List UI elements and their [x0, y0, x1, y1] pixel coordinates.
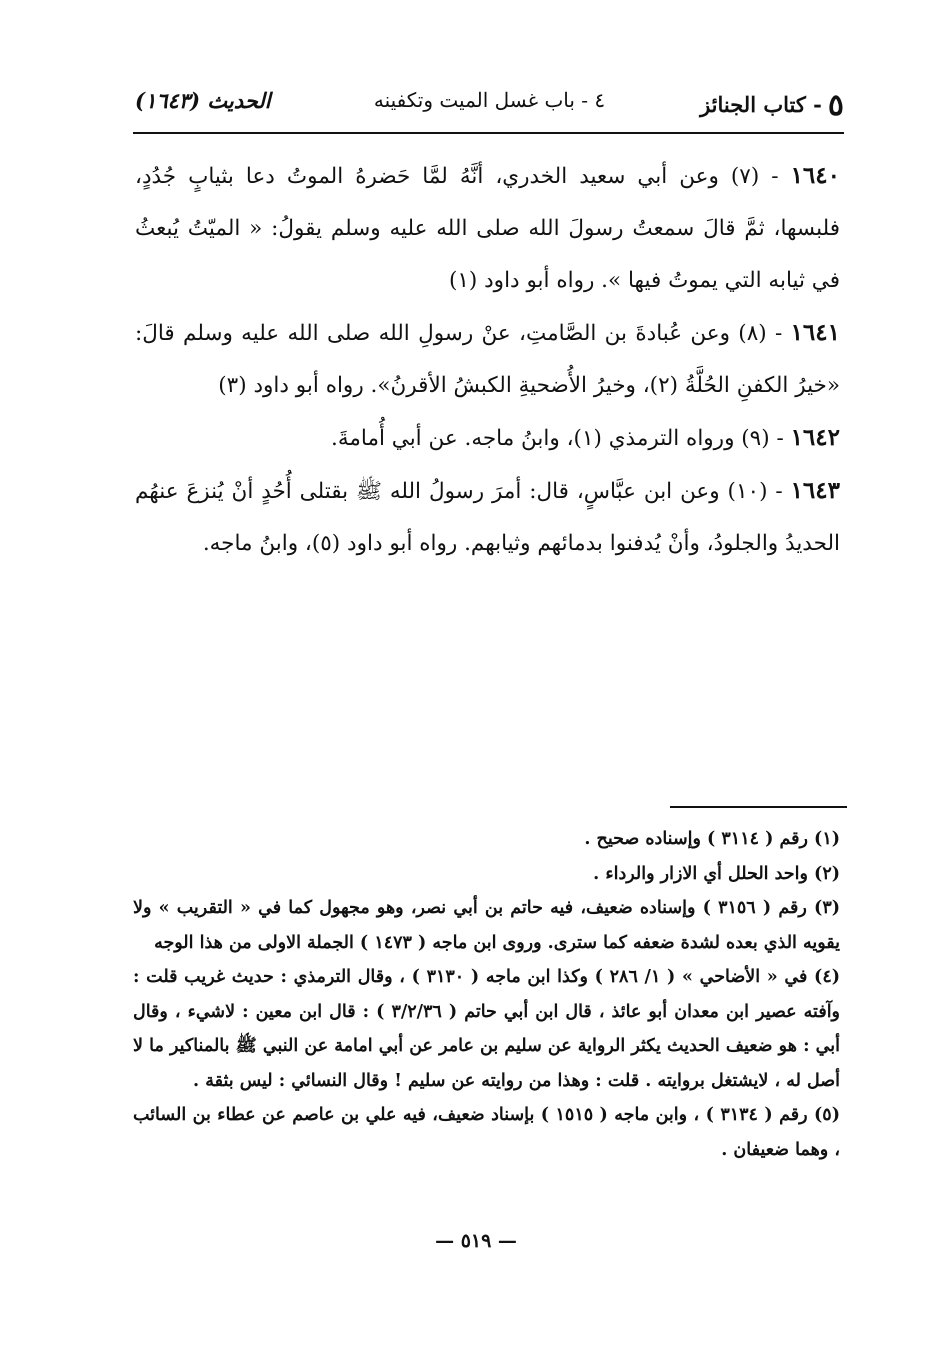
hadith-number: ١٦٤١ [790, 319, 840, 346]
page-number: — ٥١٩ — [435, 1230, 517, 1252]
running-header [135, 88, 844, 128]
footnote-1: (١) رقم ( ٣١١٤ ) وإسناده صحيح . [584, 829, 840, 849]
footnote-3: (٣) رقم ( ٣١٥٦ ) وإسناده ضعيف، فيه حاتم بن أبي نصر، وهو مجهول كما في « التقريب » ولا يقويه الذي بعده لشدة ضعفه كما سترى. وروى ابن ماجه ( ١٤٧٣ ) الجملة الاولى من هذا الوجه [133, 898, 840, 953]
hadith-text: - (٨) وعن عُبادةَ بن الصَّامتِ، عنْ رسولِ الله صلى الله عليه وسلم قالَ: «خيرُ الكفنِ الحُلَّةُ (٢)، وخيرُ الأُضحيةِ الكبشُ الأقرنُ». رواه أبو داود (٣) [135, 321, 840, 398]
hadith-1643 [135, 465, 840, 570]
book-title-text: - كتاب الجنائز [700, 92, 822, 117]
hadith-number: ١٦٤٣ [790, 477, 840, 504]
book-title [700, 88, 844, 123]
book-number: ٥ [827, 88, 844, 123]
header-rule [133, 132, 844, 134]
chapter-title: ٤ - باب غسل الميت وتكفينه [373, 88, 606, 112]
footnote-5: (٥) رقم ( ٣١٣٤ ) ، وابن ماجه ( ١٥١٥ ) بإسناد ضعيف، فيه علي بن عاصم عن عطاء بن السائب ، وهما ضعيفان . [133, 1105, 840, 1160]
footnote-4: (٤) في « الأضاحي » ( ١/ ٢٨٦ ) وكذا ابن ماجه ( ٣١٣٠ ) ، وقال الترمذي : حديث غريب قلت : وآفته عصير ابن معدان أبو عائذ ، قال ابن أبي حاتم ( ٣/٢/٣٦ ) : قال ابن معين : لاشيء ، وقال أبي : هو ضعيف الحديث يكثر الرواية عن سليم بن عامر عن أبي امامة عن النبي ﷺ بالمناكير ما لا أصل له ، لايشتغل بروايته . قلت : وهذا من روايته عن سليم ! وقال النسائي : ليس بثقة . [133, 967, 841, 1091]
main-text [135, 150, 840, 570]
footnote-rule [670, 806, 847, 808]
footnotes [133, 822, 840, 1167]
hadith-text: - (٩) ورواه الترمذي (١)، وابنُ ماجه. عن أبي أُمامةَ. [331, 426, 784, 451]
hadith-1642 [135, 412, 840, 465]
hadith-text: - (١٠) وعن ابن عبَّاسٍ، قال: أمرَ رسولُ الله ﷺ بقتلى أُحُدٍ أنْ يُنزعَ عنهُم الحديدُ والجلودُ، وأنْ يُدفنوا بدمائهم وثيابهم. رواه أبو داود (٥)، وابنُ ماجه. [135, 479, 840, 556]
hadith-text: - (٧) وعن أبي سعيد الخدري، أنَّهُ لمَّا حَضرهُ الموتُ دعا بثيابٍ جُدُدٍ، فلبسها، ثمَّ قالَ سمعتُ رسولَ الله صلى الله عليه وسلم يقولُ: « الميّتُ يُبعثُ في ثيابه التي يموتُ فيها ». رواه أبو داود (١) [135, 164, 840, 293]
hadith-number: ١٦٤٠ [790, 162, 840, 189]
hadith-1641 [135, 307, 840, 412]
hadith-range: الحديث (١٦٤٣) [135, 88, 271, 113]
hadith-number: ١٦٤٢ [790, 424, 840, 451]
footnote-2: (٢) واحد الحلل أي الازار والرداء . [593, 863, 840, 884]
hadith-1640 [135, 150, 840, 307]
